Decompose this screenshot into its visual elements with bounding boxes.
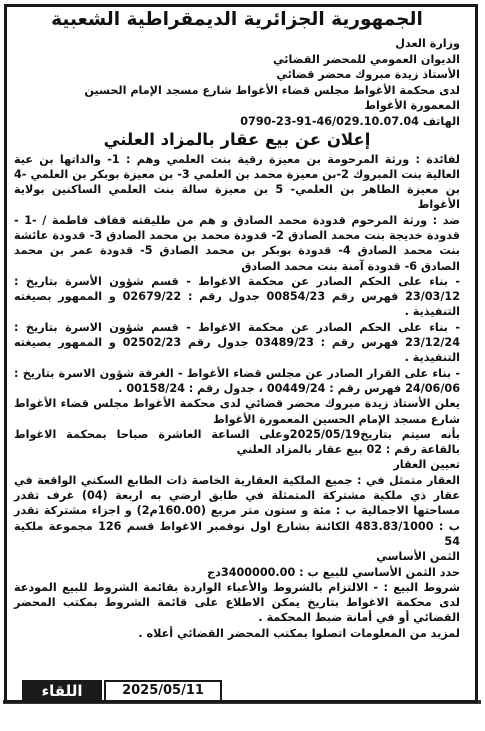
defendants-paragraph: ضد : ورثة المرحوم قدودة محمد الصادق و هم من طليقته قفاف فاطمة / -1 - قدودة خديجة بنت محمد الصادق 2- قدودة محمد بن محمد الصادق 3- قدودة عائشة بنت محمد الصادق 4- قدودة بوبكر بن محمد الصادق 5- قدودة عمر بن محمد الصادق 6- قدودة آمنة بنت محمد الصادق (14, 213, 461, 273)
footer (22, 680, 222, 702)
conditions-paragraph: شروط البيع : - الالتزام بالشروط والأعباء الواردة بقائمة الشروط للبيع المودعة لدى محكمة الاغواط بتاريخ يمكن الاطلاع على قائمة الشروط بمكتب المحضر القضائي أو في أمانة ضبط المحكمة . (14, 580, 460, 625)
ministry-line: وزارة العدل (395, 37, 460, 50)
decision-paragraph: - بناء على القرار الصادر عن مجلس قضاء الأغواط - الغرفة شؤون الاسرة بتاريخ : 24/06/06 فهرس رقم : 00449/24 ، جدول رقم : 00158/24 . (14, 366, 460, 395)
beneficiaries-paragraph: لفائدة : ورثة المرحومة بن معيزة رقية بنت العلمي وهم : 1- والداتها بن عية العالية بنت المبروك 2-بن معيزة محمد بن العلمي 3- بن معيزة بوبكر بن العلمي -4 بن معيزة الطاهر بن العلمي- 5 بن معيزة سالة بنت العلمي الساكنين بولاية الأغواط (14, 152, 461, 212)
republic-heading: الجمهورية الجزائرية الديمقراطية الشعبية (51, 9, 423, 30)
price-heading: الثمن الأساسي (376, 550, 460, 564)
contact-paragraph: لمزيد من المعلومات اتصلوا بمكتب المحضر القضائي أعلاه . (138, 626, 460, 640)
city-line: المعمورة الأغواط (364, 99, 460, 112)
judgment-2-paragraph: - بناء على الحكم الصادر عن محكمة الاغواط - قسم شؤون الاسرة بتاريخ : 23/12/24 فهرس رقم : 03489/23 جدول رقم 02502/23 و الممهور بصيغته التنفيذية . (14, 320, 461, 365)
price-paragraph: حدد الثمن الأساسي للبيع ب : 3400000.00دج (207, 565, 460, 579)
sale-date-paragraph: بأنه سيتم بتاريخ2025/05/19وعلى الساعة العاشرة صباحا بمحكمة الاغواط بالقاعة رقم : 02 بيع عقار بالمزاد العلني (14, 427, 460, 457)
property-paragraph: العقار متمثل في : جميع الملكية العقارية الخاصة ذات الطابع السكني الواقعة في عقار ذي ملكية مشتركة المتمثلة في طابق ارضي به اربعة (04) غرف تقدر مساحتها الاجمالية ب : مئة و ستون متر مربع (160.00م2) و اجزاء مشتركة تقدر ب : 483.83/1000 الكائنة بشارع اول نوفمبر الاغواط قسم 126 مجموعة ملكية 54 (14, 473, 461, 548)
office-line: الديوان العمومي للمحضر القضائي (272, 52, 460, 66)
announcer-paragraph: يعلن الأستاذ زيدة مبروك محضر قضائي لدى محكمة الأغواط مجلس قضاء الأغواط شارع مسجد الإمام الحسين المعمورة الأغواط (14, 397, 460, 426)
phone-label: الهاتف (422, 114, 460, 128)
phone-line (14, 114, 460, 129)
court-line: لدى محكمة الأغواط مجلس قضاء الأغواط شارع مسجد الإمام الحسين (84, 83, 460, 97)
bailiff-line: الأستاذ زيدة مبروك محضر قضائي (276, 68, 460, 81)
publication-date: 2025/05/11 (104, 680, 222, 702)
notice-content (14, 8, 460, 641)
judgment-1-paragraph: - بناء على الحكم الصادر عن محكمة الاغواط - قسم شؤون الأسرة بتاريخ : 23/03/12 فهرس رقم 00854/23 جدول رقم : 02679/22 و الممهور بصيغته التنفيذية . (14, 274, 460, 319)
newspaper-name: اللقاء (22, 680, 102, 702)
property-heading: تعيين العقار (393, 458, 460, 472)
phone-numbers: 0790-23-91-46/029.10.07.04 (240, 114, 419, 128)
announcement-title: إعلان عن بيع عقار بالمزاد العلني (103, 129, 371, 149)
